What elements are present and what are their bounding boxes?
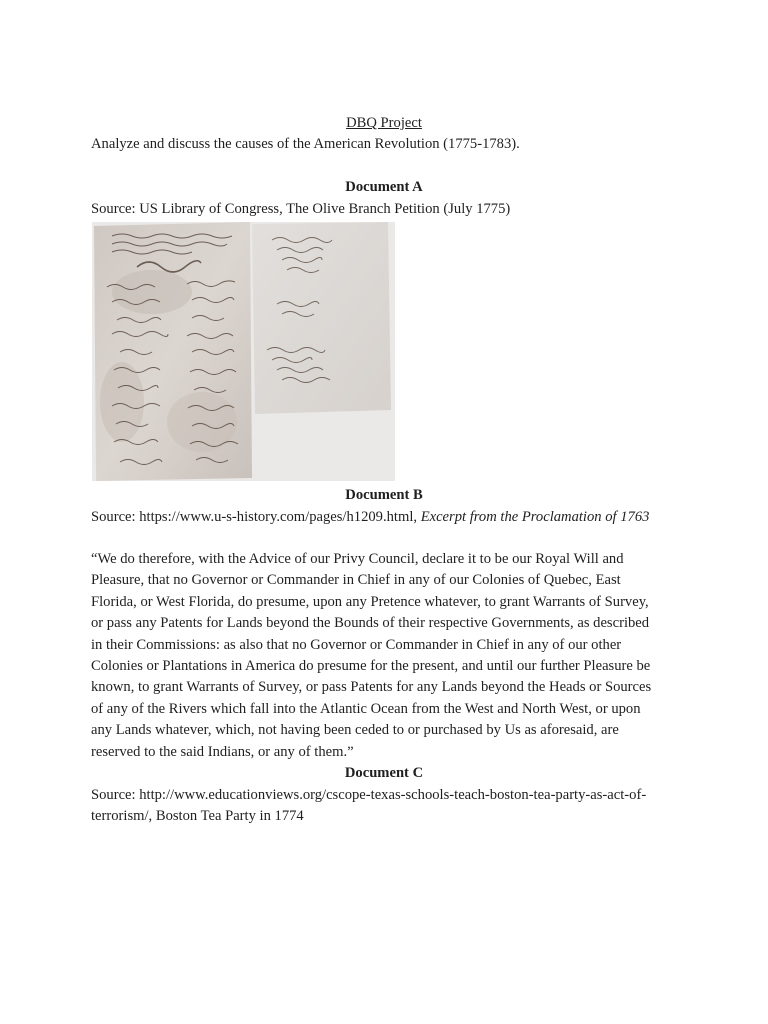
quote-line: of any of the Rivers which fall into the Atlantic Ocean from the West and North West, or upon: [91, 700, 641, 717]
quote-line: Colonies or Plantations in America do presume for the present, and until our further Pleasure be: [91, 658, 651, 675]
quote-line: any Lands whatever, which, not having been ceded to or purchased by Us as aforesaid, are: [91, 722, 619, 739]
proclamation-quote: [91, 549, 681, 763]
document-a-heading: Document A: [345, 179, 423, 195]
petition-illustration: [92, 222, 395, 481]
document-b-source: [91, 507, 649, 528]
document-c-heading: Document C: [344, 765, 424, 781]
document-b-source-title: Excerpt from the Proclamation of 1763: [420, 509, 650, 525]
document-c-source-line-2: terrorism/, Boston Tea Party in 1774: [91, 808, 304, 824]
project-prompt: Analyze and discuss the causes of the American Revolution (1775-1783).: [91, 136, 520, 152]
quote-line: “We do therefore, with the Advice of our Privy Council, declare it to be our Royal Will and: [91, 551, 624, 567]
olive-branch-petition-image: [92, 222, 395, 481]
quote-line: in their Commissions: as also that no Governor or Commander in Chief in any of our other: [91, 636, 622, 653]
document-a-source: Source: US Library of Congress, The Olive Branch Petition (July 1775): [91, 201, 511, 217]
document-c-source-line-1: Source: http://www.educationviews.org/cscope-texas-schools-teach-boston-tea-party-as-act-of-: [91, 787, 647, 803]
quote-line: Pleasure, that no Governor or Commander in Chief in any of our Colonies of Quebec, East: [91, 572, 621, 589]
project-title: DBQ Project: [346, 115, 422, 131]
quote-line: or pass any Patents for Lands beyond the Bounds of their respective Governments, as described: [91, 615, 650, 632]
quote-line: reserved to the said Indians, or any of them.”: [91, 743, 354, 760]
document-b-heading: Document B: [345, 487, 423, 503]
document-b-source-prefix: Source: https://www.u-s-history.com/pages/h1209.html,: [91, 509, 418, 525]
quote-line: Florida, or West Florida, do presume, upon any Pretence whatever, to grant Warrants of Survey,: [91, 593, 649, 610]
quote-line: known, to grant Warrants of Survey, or pass Patents for any Lands beyond the Heads or Sources: [91, 679, 652, 696]
